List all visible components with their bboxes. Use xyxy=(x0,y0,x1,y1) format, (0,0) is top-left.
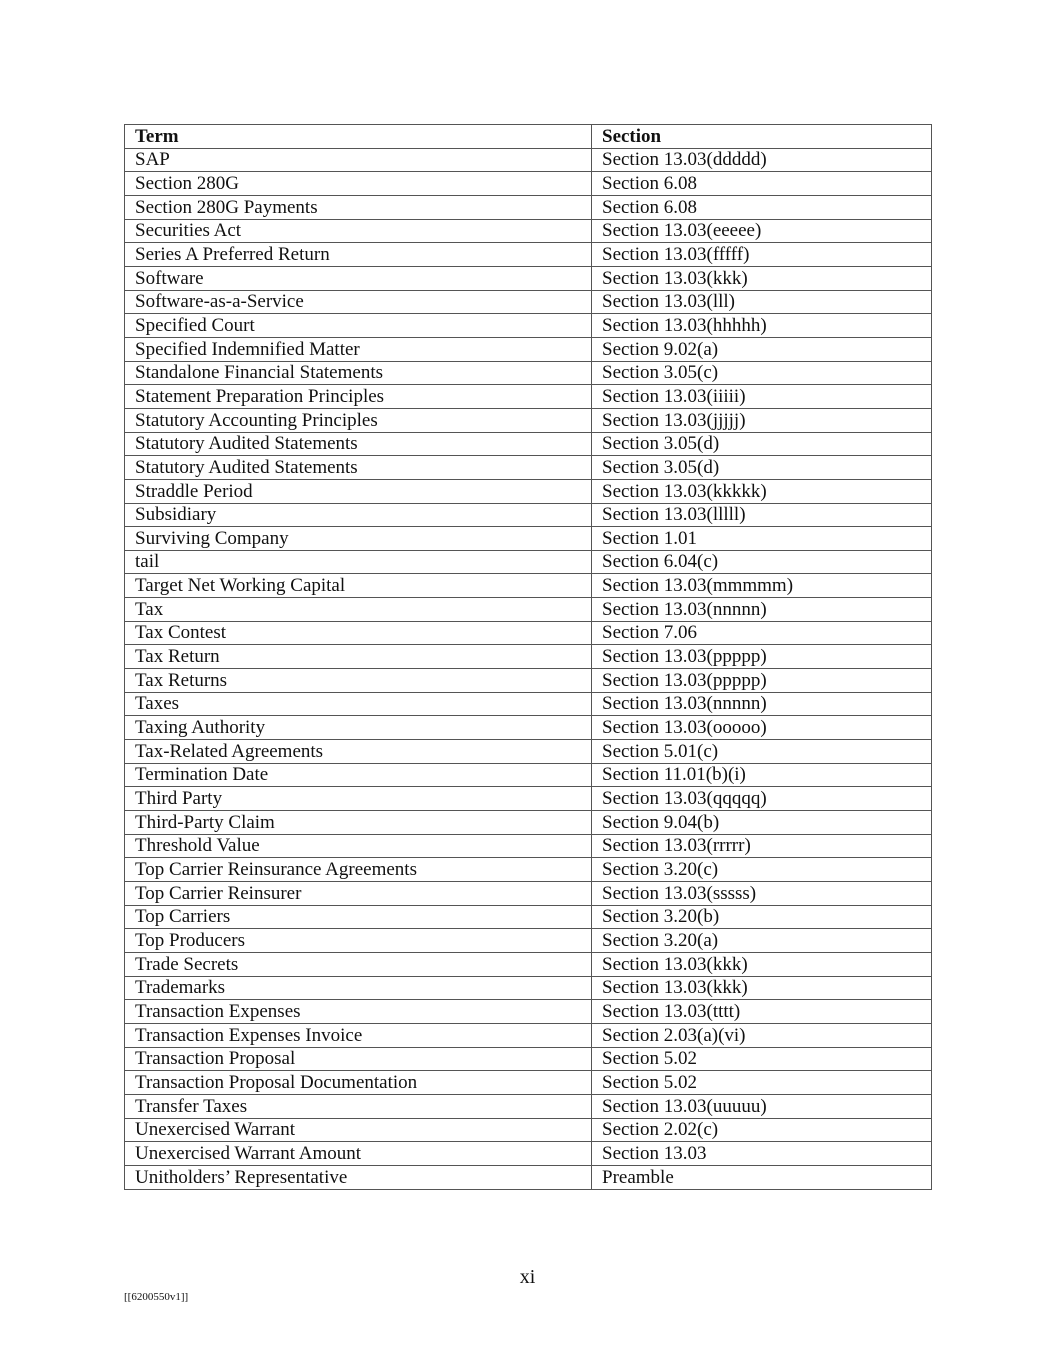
table-row xyxy=(125,266,932,290)
table-row xyxy=(125,243,932,267)
term-cell: Tax-Related Agreements xyxy=(125,740,592,764)
table-row xyxy=(125,1165,932,1189)
term-cell: Trademarks xyxy=(125,976,592,1000)
table-row xyxy=(125,905,932,929)
section-cell: Section 11.01(b)(i) xyxy=(592,763,932,787)
table-row xyxy=(125,598,932,622)
term-cell: Statutory Accounting Principles xyxy=(125,408,592,432)
section-cell: Section 13.03(qqqqq) xyxy=(592,787,932,811)
table-row xyxy=(125,621,932,645)
term-cell: Section 280G xyxy=(125,172,592,196)
section-cell: Section 13.03(ppppp) xyxy=(592,669,932,693)
section-cell: Section 13.03(mmmmm) xyxy=(592,574,932,598)
term-column-header: Term xyxy=(125,125,592,149)
section-cell: Section 3.20(b) xyxy=(592,905,932,929)
table-row xyxy=(125,574,932,598)
section-cell: Section 13.03(ddddd) xyxy=(592,148,932,172)
term-cell: Series A Preferred Return xyxy=(125,243,592,267)
term-cell: Threshold Value xyxy=(125,834,592,858)
table-row xyxy=(125,479,932,503)
section-cell: Section 13.03(kkk) xyxy=(592,952,932,976)
section-cell: Section 3.20(c) xyxy=(592,858,932,882)
term-cell: Transaction Proposal xyxy=(125,1047,592,1071)
table-row xyxy=(125,550,932,574)
section-cell: Section 13.03(uuuuu) xyxy=(592,1094,932,1118)
table-row xyxy=(125,1000,932,1024)
table-row xyxy=(125,692,932,716)
term-cell: Statement Preparation Principles xyxy=(125,385,592,409)
table-row xyxy=(125,858,932,882)
section-cell: Section 13.03(tttt) xyxy=(592,1000,932,1024)
term-cell: Top Carrier Reinsurer xyxy=(125,882,592,906)
term-cell: Straddle Period xyxy=(125,479,592,503)
section-cell: Section 13.03(lllll) xyxy=(592,503,932,527)
section-cell: Section 3.05(d) xyxy=(592,456,932,480)
term-cell: Transaction Expenses xyxy=(125,1000,592,1024)
table-row xyxy=(125,195,932,219)
table-row xyxy=(125,929,932,953)
term-cell: Third Party xyxy=(125,787,592,811)
table-row xyxy=(125,385,932,409)
section-cell: Section 9.02(a) xyxy=(592,337,932,361)
term-cell: Tax Return xyxy=(125,645,592,669)
section-cell: Section 13.03(rrrrr) xyxy=(592,834,932,858)
term-cell: Statutory Audited Statements xyxy=(125,456,592,480)
term-cell: Top Producers xyxy=(125,929,592,953)
term-cell: Target Net Working Capital xyxy=(125,574,592,598)
term-cell: Third-Party Claim xyxy=(125,811,592,835)
table-row xyxy=(125,290,932,314)
table-row xyxy=(125,1118,932,1142)
section-cell: Section 13.03(ooooo) xyxy=(592,716,932,740)
table-row xyxy=(125,408,932,432)
section-cell: Section 13.03(ppppp) xyxy=(592,645,932,669)
term-cell: Tax Contest xyxy=(125,621,592,645)
term-cell: Securities Act xyxy=(125,219,592,243)
section-cell: Section 7.06 xyxy=(592,621,932,645)
table-row xyxy=(125,669,932,693)
section-cell: Section 6.08 xyxy=(592,172,932,196)
table-row xyxy=(125,740,932,764)
section-cell: Section 2.02(c) xyxy=(592,1118,932,1142)
table-row xyxy=(125,527,932,551)
term-cell: Unitholders’ Representative xyxy=(125,1165,592,1189)
table-row xyxy=(125,834,932,858)
section-cell: Section 13.03(iiiii) xyxy=(592,385,932,409)
section-cell: Section 13.03(sssss) xyxy=(592,882,932,906)
table-body xyxy=(125,148,932,1189)
term-cell: Trade Secrets xyxy=(125,952,592,976)
table-row xyxy=(125,763,932,787)
table-row xyxy=(125,811,932,835)
section-cell: Section 3.05(d) xyxy=(592,432,932,456)
section-cell: Section 5.02 xyxy=(592,1047,932,1071)
term-cell: Unexercised Warrant Amount xyxy=(125,1142,592,1166)
term-cell: Specified Court xyxy=(125,314,592,338)
table-row xyxy=(125,219,932,243)
term-cell: SAP xyxy=(125,148,592,172)
table-row xyxy=(125,1071,932,1095)
table-row xyxy=(125,882,932,906)
term-cell: Tax xyxy=(125,598,592,622)
section-cell: Section 2.03(a)(vi) xyxy=(592,1023,932,1047)
term-cell: Software-as-a-Service xyxy=(125,290,592,314)
section-cell: Preamble xyxy=(592,1165,932,1189)
document-id: [[6200550v1]] xyxy=(124,1291,189,1303)
table-row xyxy=(125,172,932,196)
table-row xyxy=(125,716,932,740)
term-cell: Taxing Authority xyxy=(125,716,592,740)
term-cell: Section 280G Payments xyxy=(125,195,592,219)
term-cell: Unexercised Warrant xyxy=(125,1118,592,1142)
term-cell: Subsidiary xyxy=(125,503,592,527)
defined-terms-table xyxy=(124,124,932,1190)
section-cell: Section 13.03(fffff) xyxy=(592,243,932,267)
table-row xyxy=(125,1142,932,1166)
section-cell: Section 13.03(kkkkk) xyxy=(592,479,932,503)
term-cell: Top Carrier Reinsurance Agreements xyxy=(125,858,592,882)
table-row xyxy=(125,432,932,456)
section-cell: Section 13.03(eeeee) xyxy=(592,219,932,243)
section-cell: Section 1.01 xyxy=(592,527,932,551)
table-row xyxy=(125,314,932,338)
table-row xyxy=(125,456,932,480)
section-cell: Section 13.03(lll) xyxy=(592,290,932,314)
section-cell: Section 13.03 xyxy=(592,1142,932,1166)
term-cell: Software xyxy=(125,266,592,290)
section-cell: Section 3.20(a) xyxy=(592,929,932,953)
section-cell: Section 13.03(kkk) xyxy=(592,266,932,290)
section-cell: Section 13.03(nnnnn) xyxy=(592,598,932,622)
table-row xyxy=(125,1023,932,1047)
section-cell: Section 9.04(b) xyxy=(592,811,932,835)
table-row xyxy=(125,787,932,811)
table-row xyxy=(125,976,932,1000)
term-cell: Tax Returns xyxy=(125,669,592,693)
term-cell: Transaction Expenses Invoice xyxy=(125,1023,592,1047)
table-row xyxy=(125,148,932,172)
term-cell: tail xyxy=(125,550,592,574)
section-cell: Section 13.03(nnnnn) xyxy=(592,692,932,716)
section-column-header: Section xyxy=(592,125,932,149)
term-cell: Transaction Proposal Documentation xyxy=(125,1071,592,1095)
term-cell: Statutory Audited Statements xyxy=(125,432,592,456)
section-cell: Section 13.03(jjjjj) xyxy=(592,408,932,432)
section-cell: Section 5.01(c) xyxy=(592,740,932,764)
term-cell: Transfer Taxes xyxy=(125,1094,592,1118)
term-cell: Specified Indemnified Matter xyxy=(125,337,592,361)
page-number: xi xyxy=(519,1266,536,1288)
table-row xyxy=(125,337,932,361)
table-row xyxy=(125,361,932,385)
term-cell: Termination Date xyxy=(125,763,592,787)
section-cell: Section 6.08 xyxy=(592,195,932,219)
table-row xyxy=(125,503,932,527)
table-header-row xyxy=(125,125,932,149)
section-cell: Section 3.05(c) xyxy=(592,361,932,385)
table-row xyxy=(125,952,932,976)
table-row xyxy=(125,1047,932,1071)
section-cell: Section 6.04(c) xyxy=(592,550,932,574)
table-row xyxy=(125,645,932,669)
section-cell: Section 5.02 xyxy=(592,1071,932,1095)
term-cell: Top Carriers xyxy=(125,905,592,929)
table-row xyxy=(125,1094,932,1118)
term-cell: Standalone Financial Statements xyxy=(125,361,592,385)
section-cell: Section 13.03(kkk) xyxy=(592,976,932,1000)
section-cell: Section 13.03(hhhhh) xyxy=(592,314,932,338)
term-cell: Surviving Company xyxy=(125,527,592,551)
term-cell: Taxes xyxy=(125,692,592,716)
